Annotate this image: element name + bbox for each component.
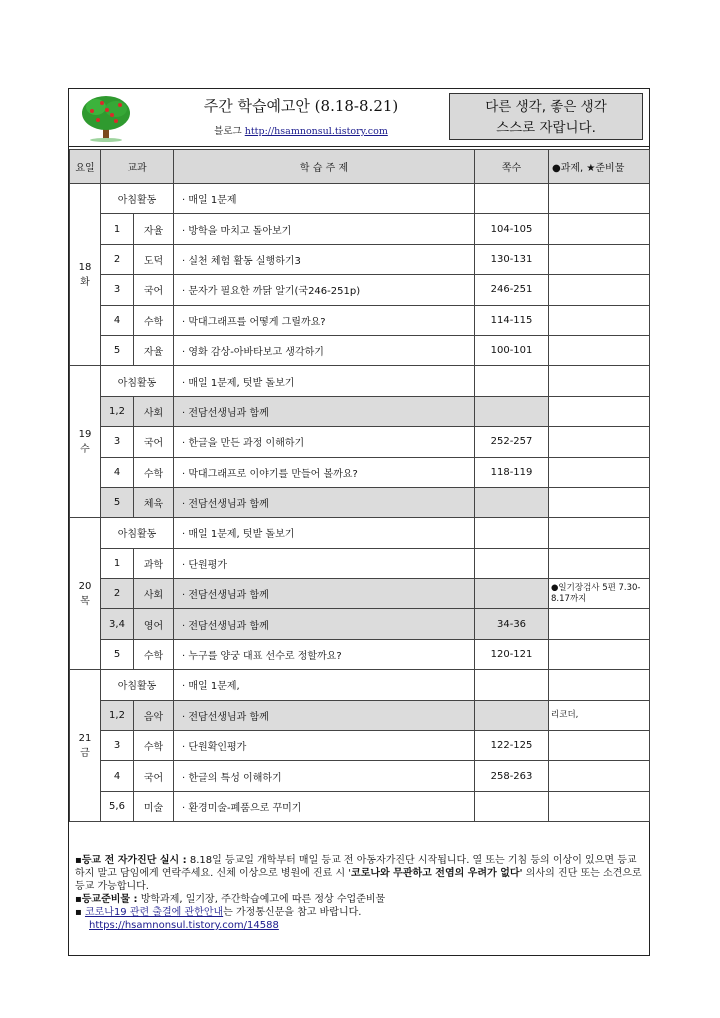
topic-cell: · 막대그래프로 이야기를 만들어 볼까요? [174,457,475,487]
note-cell [549,427,650,457]
subject-cell: 영어 [134,609,174,639]
topic-cell: · 매일 1문제, 텃밭 돌보기 [174,518,475,548]
col-header-day: 요일 [70,150,101,184]
pages-cell [475,184,549,214]
period-cell: 5 [101,335,134,365]
notices [75,854,645,932]
notice-supplies: ▪등교준비물 : 방학과제, 일기장, 주간학습예고에 따른 정상 수업준비물 [75,894,386,905]
pages-cell: 258-263 [475,761,549,791]
table-row [70,548,650,578]
period-cell: 아침활동 [101,670,174,700]
note-cell [549,791,650,821]
pages-cell: 118-119 [475,457,549,487]
period-cell: 2 [101,244,134,274]
period-cell: 4 [101,457,134,487]
topic-cell: · 전담선생님과 함께 [174,487,475,517]
schedule-body [70,184,650,822]
table-row [70,457,650,487]
table-row [70,184,650,214]
covid-attendance-link[interactable]: 코로나19 관련 출결에 관한안내 [84,907,224,918]
note-cell [549,184,650,214]
pages-cell: 114-115 [475,305,549,335]
topic-cell: · 누구를 양궁 대표 선수로 정할까요? [174,639,475,669]
day-cell [70,518,101,670]
day-weekday: 금 [80,747,90,759]
topic-cell: · 한글의 특성 이해하기 [174,761,475,791]
subject-cell: 자율 [134,335,174,365]
motto-line-1: 다른 생각, 좋은 생각 [485,99,607,115]
page-title: 주간 학습예고안 (8.18-8.21) [203,97,399,115]
subject-cell: 국어 [134,275,174,305]
note-cell [549,518,650,548]
note-cell [549,731,650,761]
period-cell: 아침활동 [101,518,174,548]
pages-cell [475,366,549,396]
topic-cell: · 방학을 마치고 돌아보기 [174,214,475,244]
note-cell [549,275,650,305]
notice-self-check: ▪등교 전 자가진단 실시 : 8.18일 등교일 개학부터 매일 등교 전 아동자가진단 시작됩니다. 열 또는 기침 등의 이상이 있으면 등교 하지 말고 담임에게 연락주세요. 신체 이상으로 병원에 진료 시 '코로나와 무관하고 전염의 우려가 없다' 의사의 진단 또는 소견으로 등교 가능합니다. [75,855,642,892]
topic-cell: · 전담선생님과 함께 [174,700,475,730]
note-cell: ●일기장검사 5편 7.30-8.17까지 [549,579,650,609]
notice-covid: ▪ 코로나19 관련 출결에 관한안내는 가정통신문을 참고 바랍니다. [75,907,362,918]
period-cell: 3 [101,731,134,761]
topic-cell: · 영화 감상-아바타보고 생각하기 [174,335,475,365]
document-header [69,89,649,147]
schedule-table [69,149,650,822]
subject-cell: 체육 [134,487,174,517]
note-cell [549,548,650,578]
subject-cell: 수학 [134,731,174,761]
topic-cell: · 문자가 필요한 까닭 알기(국246-251p) [174,275,475,305]
subject-cell: 수학 [134,457,174,487]
subject-cell: 과학 [134,548,174,578]
col-header-pages: 쪽수 [475,150,549,184]
topic-cell: · 매일 1문제 [174,184,475,214]
note-cell: 리코더, [549,700,650,730]
pages-cell: 104-105 [475,214,549,244]
table-row [70,761,650,791]
table-row [70,335,650,365]
period-cell: 1,2 [101,700,134,730]
table-row [70,579,650,609]
table-row [70,396,650,426]
col-header-subject: 교과 [101,150,174,184]
period-cell: 1 [101,548,134,578]
day-number: 21 [78,732,92,744]
period-cell: 1,2 [101,396,134,426]
pages-cell [475,487,549,517]
table-row [70,366,650,396]
note-cell [549,214,650,244]
subject-cell: 국어 [134,761,174,791]
topic-cell: · 환경미술-폐품으로 꾸미기 [174,791,475,821]
note-cell [549,335,650,365]
subject-cell: 사회 [134,579,174,609]
pages-cell [475,670,549,700]
table-row [70,487,650,517]
topic-cell: · 매일 1문제, [174,670,475,700]
table-row [70,427,650,457]
day-cell [70,184,101,366]
topic-cell: · 막대그래프를 어떻게 그릴까요? [174,305,475,335]
table-row [70,609,650,639]
col-header-topic: 학 습 주 제 [174,150,475,184]
note-cell [549,244,650,274]
topic-cell: · 한글을 만든 과정 이해하기 [174,427,475,457]
day-number: 20 [78,580,92,592]
note-cell [549,639,650,669]
pages-cell: 122-125 [475,731,549,761]
pages-cell: 100-101 [475,335,549,365]
subject-cell: 사회 [134,396,174,426]
table-row [70,639,650,669]
day-weekday: 목 [80,595,90,607]
table-row [70,518,650,548]
table-row [70,244,650,274]
note-cell [549,761,650,791]
blog-link[interactable]: http://hsamnonsul.tistory.com [244,126,388,137]
table-row [70,275,650,305]
pages-cell: 34-36 [475,609,549,639]
period-cell: 3 [101,275,134,305]
note-cell [549,366,650,396]
table-row [70,700,650,730]
subject-cell: 미술 [134,791,174,821]
class-motto [449,93,643,140]
topic-cell: · 단원평가 [174,548,475,578]
tree-logo-icon [76,93,136,143]
period-cell: 1 [101,214,134,244]
period-cell: 5,6 [101,791,134,821]
pages-cell [475,700,549,730]
pages-cell: 120-121 [475,639,549,669]
period-cell: 4 [101,305,134,335]
topic-cell: · 전담선생님과 함께 [174,609,475,639]
subject-cell: 수학 [134,639,174,669]
pages-cell: 252-257 [475,427,549,457]
topic-cell: · 매일 1문제, 텃밭 돌보기 [174,366,475,396]
pages-cell [475,579,549,609]
newsletter-link[interactable]: https://hsamnonsul.tistory.com/14588 [89,920,279,931]
period-cell: 아침활동 [101,184,174,214]
table-row [70,305,650,335]
subject-cell: 자율 [134,214,174,244]
col-header-notes: ●과제, ★준비물 [549,150,650,184]
note-cell [549,305,650,335]
period-cell: 3 [101,427,134,457]
blog-label: 블로그 [214,126,242,137]
day-number: 19 [78,428,92,440]
table-row [70,731,650,761]
subject-cell: 음악 [134,700,174,730]
day-weekday: 수 [80,443,90,455]
topic-cell: · 실천 체험 활동 실행하기3 [174,244,475,274]
blog-line [161,123,441,137]
pages-cell [475,791,549,821]
note-cell [549,609,650,639]
day-cell [70,366,101,518]
period-cell: 4 [101,761,134,791]
motto-line-2: 스스로 자랍니다. [496,120,596,136]
note-cell [549,396,650,426]
note-cell [549,670,650,700]
topic-cell: · 단원확인평가 [174,731,475,761]
table-row [70,791,650,821]
pages-cell [475,548,549,578]
period-cell: 5 [101,639,134,669]
day-cell [70,670,101,822]
note-cell [549,457,650,487]
period-cell: 2 [101,579,134,609]
note-cell [549,487,650,517]
table-row [70,670,650,700]
period-cell: 3,4 [101,609,134,639]
subject-cell: 국어 [134,427,174,457]
day-weekday: 화 [80,276,90,288]
pages-cell [475,396,549,426]
subject-cell: 수학 [134,305,174,335]
subject-cell: 도덕 [134,244,174,274]
day-number: 18 [78,261,92,273]
pages-cell [475,518,549,548]
pages-cell: 130-131 [475,244,549,274]
topic-cell: · 전담선생님과 함께 [174,396,475,426]
topic-cell: · 전담선생님과 함께 [174,579,475,609]
period-cell: 5 [101,487,134,517]
weekly-plan-document [68,88,650,956]
pages-cell: 246-251 [475,275,549,305]
table-row [70,214,650,244]
period-cell: 아침활동 [101,366,174,396]
